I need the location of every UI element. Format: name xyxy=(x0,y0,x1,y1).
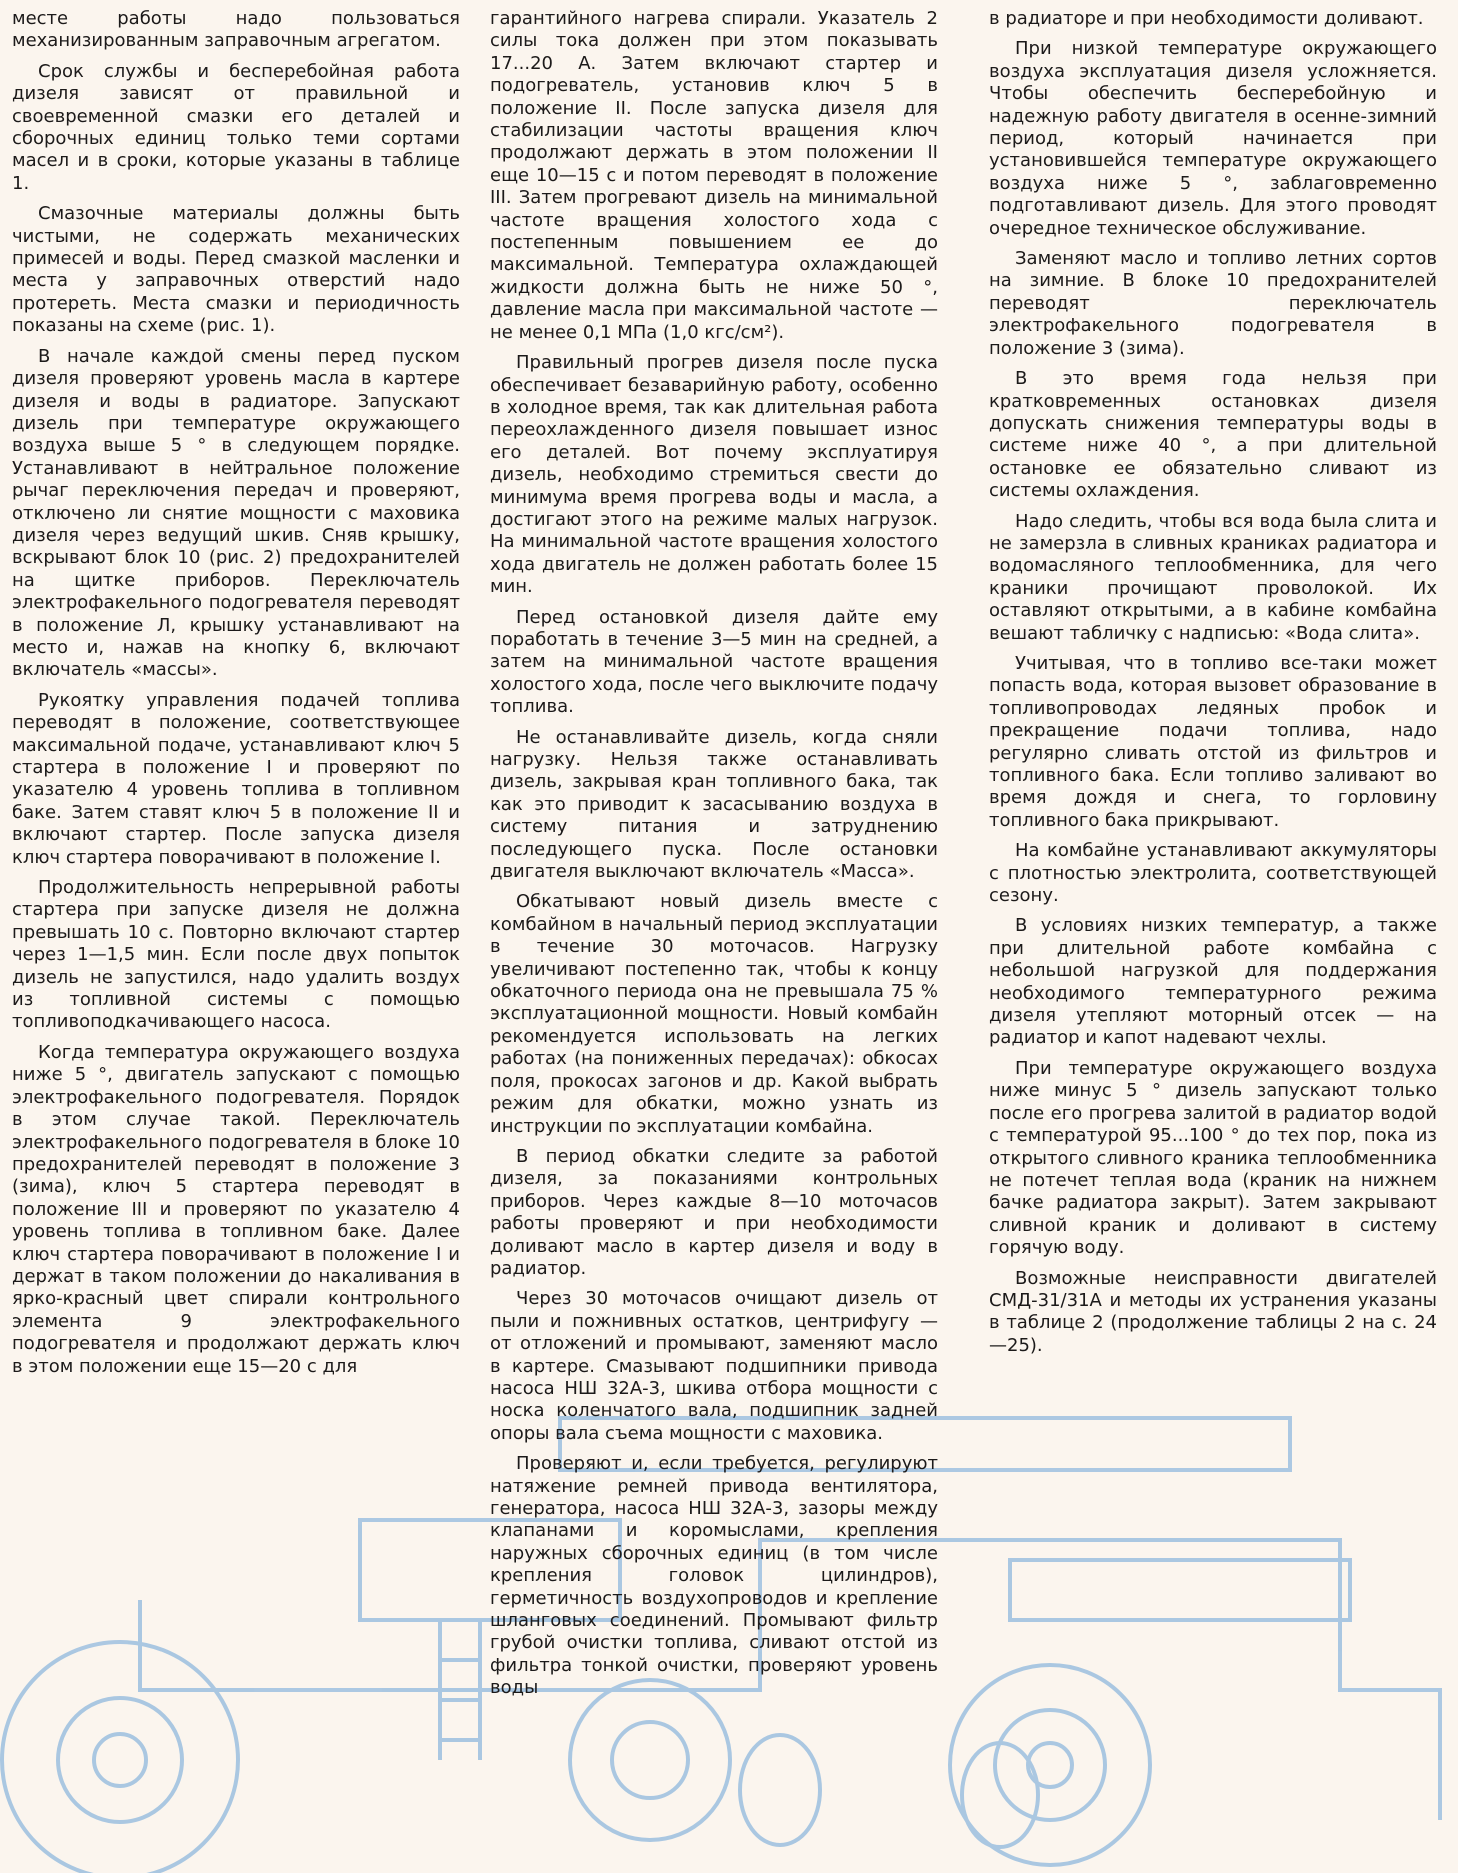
combine-rear-wheel-hub xyxy=(1028,1743,1072,1787)
paragraph: Обкатывают новый дизель вместе с комбайном в начальный период эксплуатации в течение 30 моточасов. Нагрузку увеличивают постепенно так, чтобы к концу обкаточного периода она не превышала 75 % эксплуатационной мощности. Новый комбайн рекомендуется использовать на легких работах (на пониженных передачах): обкосах поля, прокосах загонов и др. Какой выбрать режим для обкатки, можно узнать из инструкции по эксплуатации комбайна. xyxy=(490,891,938,1137)
paragraph: На комбайне устанавливают аккумуляторы с плотностью электролита, соответствующей сезону. xyxy=(989,840,1437,907)
combine-mid-wheel-inner xyxy=(612,1722,688,1798)
paragraph: Не останавливайте дизель, когда сняли нагрузку. Нельзя также останавливать дизель, закрывая кран топливного бака, так как это приводит к засасыванию воздуха в систему питания и затруднению последующего пуска. После остановки двигателя выключают включатель «Масса». xyxy=(490,726,938,883)
article-column-1 xyxy=(12,8,460,1386)
paragraph: При температуре окружающего воздуха ниже минус 5 ° дизель запускают только после его прогрева залитой в радиатор водой с температурой 95...100 ° до тех пор, пока из открытого сливного краника теплообменника не потечет теплая вода (краник на нижнем бачке радиатора закрыт). Затем закрывают сливной краник и доливают в систему горячую воду. xyxy=(989,1057,1437,1259)
paragraph: Смазочные материалы должны быть чистыми, не содержать механических примесей и воды. Перед смазкой масленки и места у заправочных отверстий надо протереть. Места смазки и периодичность показаны на схеме (рис. 1). xyxy=(12,203,460,337)
paragraph: Возможные неисправности двигателей СМД-31/31А и методы их устранения указаны в таблице 2 (продолжение таблицы 2 на с. 24—25). xyxy=(989,1267,1437,1356)
combine-header-frame xyxy=(1010,1560,1350,1620)
paragraph: Через 30 моточасов очищают дизель от пыли и пожнивных остатков, центрифугу — от отложений и промывают, заменяют масло в картере. Смазывают подшипники привода насоса НШ 32А-3, шкива отбора мощности с носка коленчатого вала, подшипник задней опоры вала съема мощности с маховика. xyxy=(490,1288,938,1444)
paragraph: В это время года нельзя при кратковременных остановках дизеля допускать снижения температуры воды в системе ниже 40 °, а при длительной остановке ее обязательно сливают из системы охлаждения. xyxy=(989,368,1437,502)
combine-front-wheel-inner xyxy=(58,1698,182,1822)
combine-rear-wheel-outer xyxy=(950,1665,1150,1865)
paragraph: Надо следить, чтобы вся вода была слита и не замерзла в сливных краниках радиатора и водомасляного теплообменника, для чего краники прочищают проволокой. Их оставляют открытыми, а в кабине комбайна вешают табличку с надписью: «Вода слита». xyxy=(989,510,1437,644)
paragraph: Учитывая, что в топливо все-таки может попасть вода, которая вызовет образование в топливопроводах ледяных пробок и прекращение подачи топлива, надо регулярно сливать отстой из фильтров и топливного бака. Если топливо заливают во время дождя и снега, то горловину топливного бака прикрывают. xyxy=(989,652,1437,831)
paragraph: Срок службы и бесперебойная работа дизеля зависят от правильной и своевременной смазки его деталей и сборочных единиц только теми сортами масел и в сроки, которые указаны в таблице 1. xyxy=(12,60,460,194)
paragraph: Правильный прогрев дизеля после пуска обеспечивает безаварийную работу, особенно в холодное время, так как длительная работа переохлажденного дизеля повышает износ его деталей. Вот почему эксплуатируя дизель, необходимо стремиться свести до минимума время прогрева воды и масла, а достигают этого на режиме малых нагрузок. На минимальной частоте вращения холостого хода двигатель не должен работать более 15 мин. xyxy=(490,352,938,598)
combine-front-wheel-hub xyxy=(94,1734,146,1786)
paragraph: гарантийного нагрева спирали. Указатель 2 силы тока должен при этом показывать 17...20 А. Затем включают стартер и подогреватель, установив ключ 5 в положение II. После запуска дизеля для стабилизации частоты вращения ключ продолжают держать в этом положении II еще 10—15 с и потом переводят в положение III. Затем прогревают дизель на минимальной частоте вращения холостого хода с постепенным повышением ее до максимальной. Температура охлаждающей жидкости должна быть не ниже 50 °, давление масла при максимальной частоте — не менее 0,1 МПа (1,0 кгс/см²). xyxy=(490,8,938,343)
paragraph: В условиях низких температур, а также при длительной работе комбайна с небольшой нагрузкой для поддержания необходимого температурного режима дизеля утепляют моторный отсек — на радиатор и капот надевают чехлы. xyxy=(989,915,1437,1049)
combine-small-wheel-2 xyxy=(962,1743,1038,1847)
article-column-3 xyxy=(989,8,1437,1365)
combine-front-wheel-outer xyxy=(2,1642,238,1873)
paragraph: При низкой температуре окружающего воздуха эксплуатация дизеля усложняется. Чтобы обеспечить бесперебойную и надежную работу двигателя в осенне-зимний период, который начинается при установившейся температуре окружающего воздуха ниже 5 °, заблаговременно подготавливают дизель. Для этого проводят очередное техническое обслуживание. xyxy=(989,38,1437,239)
paragraph: в радиаторе и при необходимости доливают. xyxy=(989,8,1424,29)
paragraph: Продолжительность непрерывной работы стартера при запуске дизеля не должна превышать 10 с. Повторно включают стартер через 1—1,5 мин. Если после двух попыток дизель не запустился, надо удалить воздух из топливной системы с помощью топливоподкачивающего насоса. xyxy=(12,877,460,1033)
combine-small-wheel xyxy=(740,1735,820,1845)
paragraph: Проверяют и, если требуется, регулируют натяжение ремней привода вентилятора, генератора, насоса НШ 32А-3, зазоры между клапанами и коромыслами, крепления наружных сборочных единиц (в том числе крепления головок цилиндров), герметичность воздухопроводов и крепление шланговых соединений. Промывают фильтр грубой очистки топлива, сливают отстой из фильтра тонкой очистки, проверяют уровень воды xyxy=(490,1453,938,1699)
paragraph: месте работы надо пользоваться механизированным заправочным агрегатом. xyxy=(12,8,460,52)
paragraph: Заменяют масло и топливо летних сортов на зимние. В блоке 10 предохранителей переводят переключатель электрофакельного подогревателя в положение 3 (зима). xyxy=(989,248,1437,359)
combine-ladder xyxy=(440,1620,480,1760)
paragraph: В период обкатки следите за работой дизеля, за показаниями контрольных приборов. Через каждые 8—10 моточасов работы проверяют и при необходимости доливают масло в картер дизеля и воду в радиатор. xyxy=(490,1145,938,1279)
combine-rear-wheel-inner xyxy=(995,1710,1105,1820)
paragraph: Перед остановкой дизеля дайте ему поработать в течение 3—5 мин на средней, а затем на минимальной частоте вращения холостого хода, после чего выключите подачу топлива. xyxy=(490,606,938,718)
paragraph: В начале каждой смены перед пуском дизеля проверяют уровень масла в картере дизеля и воды в радиаторе. Запускают дизель при температуре окружающего воздуха выше 5 ° в следующем порядке. Устанавливают в нейтральное положение рычаг переключения передач и проверяют, отключено ли снятие мощности с маховика дизеля через ведущий шкив. Сняв крышку, вскрывают блок 10 (рис. 2) предохранителей на щитке приборов. Переключатель электрофакельного подогревателя переводят в положение Л, крышку устанавливают на место и, нажав на кнопку 6, включают включатель «массы». xyxy=(12,345,460,681)
paragraph: Когда температура окружающего воздуха ниже 5 °, двигатель запускают с помощью электрофакельного подогревателя. Порядок в этом случае такой. Переключатель электрофакельного подогревателя в блоке 10 предохранителей переводят в положение 3 (зима), ключ 5 стартера переводят в положение III и проверяют по указателю 4 уровень топлива в топливном баке. Далее ключ стартера поворачивают в положение I и держат в таком положении до накаливания в ярко-красный цвет спирали контрольного элемента 9 электрофакельного подогревателя и продолжают держать ключ в этом положении еще 15—20 с для xyxy=(12,1041,460,1377)
paragraph: Рукоятку управления подачей топлива переводят в положение, соответствующее максимальной подаче, устанавливают ключ 5 стартера в положение I и проверяют по указателю 4 уровень топлива в топливном баке. Затем ставят ключ 5 в положение II и включают стартер. После запуска дизеля ключ стартера поворачивают в положение I. xyxy=(12,689,460,868)
article-column-2 xyxy=(490,8,938,1708)
